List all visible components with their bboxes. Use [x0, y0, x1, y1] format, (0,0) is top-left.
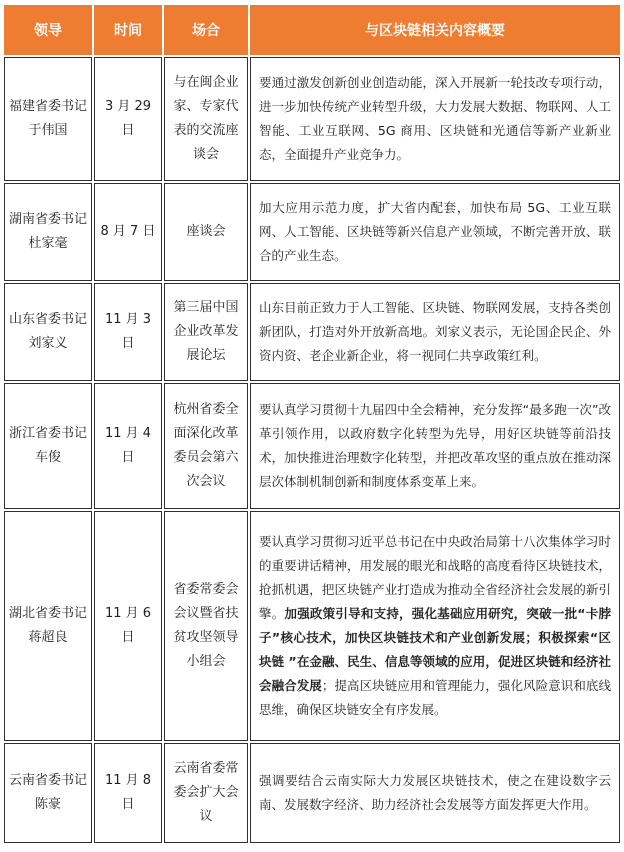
table-row	[4, 511, 620, 741]
leader-name: 蒋超良	[28, 630, 68, 645]
leader-title: 浙江省委书记	[9, 426, 88, 441]
date-cell: 3 月 29 日	[94, 57, 162, 181]
content-emphasis: 加强政策引导和支持，强化基础应用研究，突破一批“卡脖子”核心技术，加快区块链技术和产业创新发展；积极探索“区块链 ”在金融、民生、信息等领域的应用，促进区块链和经济社会融合发展	[259, 606, 611, 693]
leader-title: 云南省委书记	[9, 773, 88, 788]
leader-name: 杜家毫	[28, 236, 68, 251]
date-cell: 8 月 7 日	[94, 183, 162, 281]
leader-name: 于伟国	[28, 123, 68, 138]
table-row	[4, 57, 620, 181]
content-text: ；提高区块链应用和管理能力，强化风险意识和底线思维，确保区块链安全有序发展。	[259, 678, 611, 717]
content-text: 要认真学习贯彻十九届四中全会精神，充分发挥“最多跑一次”改革引领作用，以政府数字化转型为先导，用好区块链等前沿技术，加快推进治理数字化转型，并把改革攻坚的重点放在推动深层次体制机制创新和制度体系变革上来。	[259, 402, 611, 489]
leader-title: 山东省委书记	[9, 312, 88, 327]
occasion-cell: 杭州省委全面深化改革委员会第六次会议	[164, 383, 248, 509]
date-cell: 11 月 8 日	[94, 743, 162, 843]
leader-cell	[4, 511, 92, 741]
header-row	[4, 5, 620, 55]
header-content: 与区块链相关内容概要	[250, 5, 620, 55]
content-cell	[250, 511, 620, 741]
content-text: 强调要结合云南实际大力发展区块链技术，使之在建设数字云南、发展数字经济、助力经济社会发展等方面发挥更大作用。	[259, 773, 611, 812]
content-cell	[250, 383, 620, 509]
content-cell	[250, 743, 620, 843]
table-body	[4, 57, 620, 843]
header-occasion: 场合	[164, 5, 248, 55]
leader-cell	[4, 383, 92, 509]
date-cell: 11 月 4 日	[94, 383, 162, 509]
leader-title: 湖南省委书记	[9, 212, 88, 227]
leader-name: 刘家义	[28, 336, 68, 351]
occasion-cell: 云南省委常委会扩大会议	[164, 743, 248, 843]
content-text: 加大应用示范力度，扩大省内配套，加快布局 5G、工业互联网、人工智能、区块链等新兴信息产业领域，不断完善开放、联合的产业生态。	[259, 200, 611, 263]
leader-name: 陈豪	[34, 797, 61, 812]
table-row	[4, 743, 620, 843]
date-cell: 11 月 6 日	[94, 511, 162, 741]
content-text: 要通过激发创新创业创造动能，深入开展新一轮技改专项行动，进一步加快传统产业转型升级，大力发展大数据、物联网、人工智能、工业互联网、5G 商用、区块链和光通信等新产业新业态，全面提升产业竞争力。	[259, 75, 611, 162]
content-cell	[250, 57, 620, 181]
leader-cell	[4, 283, 92, 381]
table-row	[4, 383, 620, 509]
occasion-cell: 与在闽企业家、专家代表的交流座谈会	[164, 57, 248, 181]
leader-cell	[4, 183, 92, 281]
occasion-cell: 省委常委会会议暨省扶贫攻坚领导小组会	[164, 511, 248, 741]
content-text: 要认真学习贯彻习近平总书记在中央政治局第十八次集体学习时的重要讲话精神，用发展的眼光和战略的高度看待区块链技术，抢抓机遇，把区块链产业打造成为推动全省经济社会发展的新引擎。	[259, 534, 611, 621]
content-cell	[250, 183, 620, 281]
leader-name: 车俊	[34, 450, 61, 465]
header-leader: 领导	[4, 5, 92, 55]
occasion-cell: 第三届中国企业改革发展论坛	[164, 283, 248, 381]
occasion-cell: 座谈会	[164, 183, 248, 281]
date-cell: 11 月 3 日	[94, 283, 162, 381]
table-row	[4, 283, 620, 381]
leader-cell	[4, 57, 92, 181]
leaders-blockchain-table	[2, 3, 622, 845]
content-text: 山东目前正致力于人工智能、区块链、物联网发展，支持各类创新团队，打造对外开放新高地。刘家义表示，无论国企民企、外资内资、老企业新企业，将一视同仁共享政策红利。	[259, 300, 611, 363]
leader-cell	[4, 743, 92, 843]
leader-title: 福建省委书记	[9, 99, 88, 114]
header-date: 时间	[94, 5, 162, 55]
table-row	[4, 183, 620, 281]
content-cell	[250, 283, 620, 381]
leader-title: 湖北省委书记	[9, 606, 88, 621]
